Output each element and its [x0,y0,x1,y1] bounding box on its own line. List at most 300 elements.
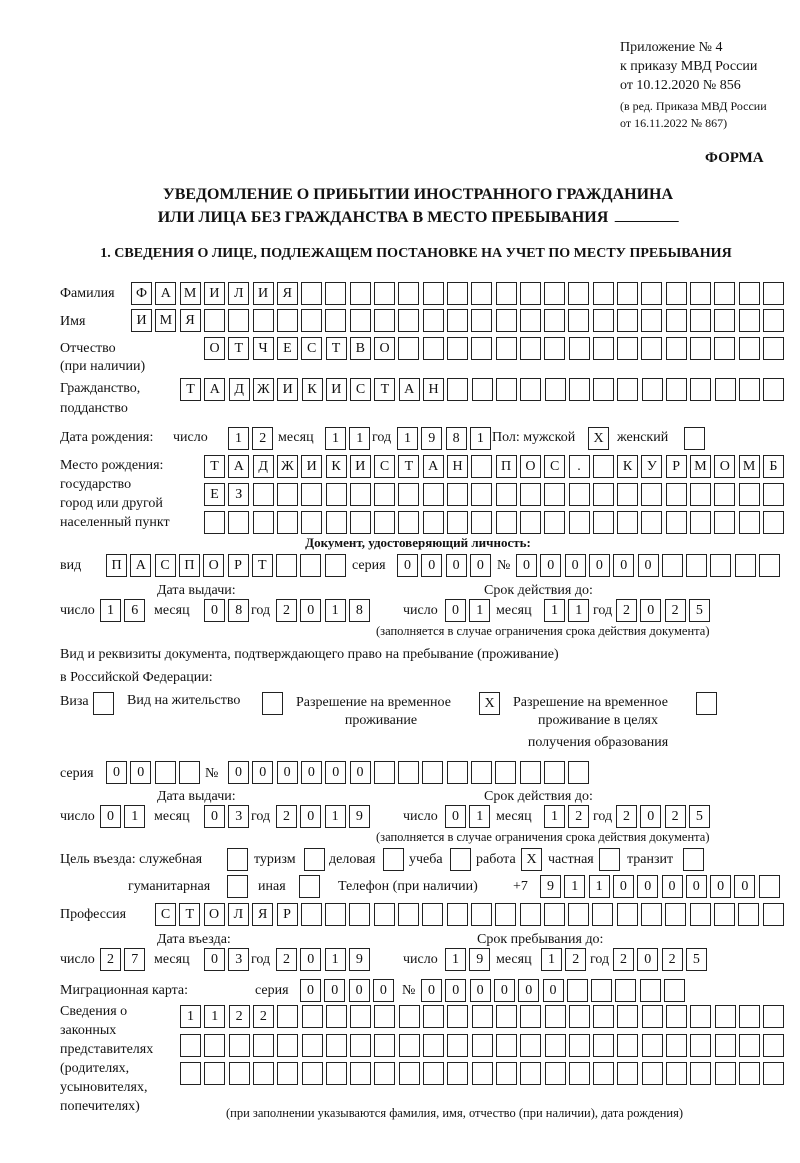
char-cell[interactable] [666,1005,687,1028]
char-cell[interactable] [350,309,371,332]
char-cell[interactable] [326,511,347,534]
char-cell[interactable] [471,483,492,506]
char-cell[interactable]: 2 [568,805,589,828]
char-cell[interactable] [592,903,613,926]
checkbox-cell[interactable] [450,848,471,871]
char-cell[interactable] [496,337,517,360]
char-cell[interactable]: Т [326,337,347,360]
char-cell[interactable]: 8 [228,599,249,622]
char-cell[interactable]: 2 [565,948,586,971]
char-cell[interactable]: 0 [543,979,564,1002]
id-doc-series-field[interactable] [397,554,494,576]
stay-day-field[interactable] [445,948,494,970]
char-cell[interactable]: 1 [544,599,565,622]
char-cell[interactable]: Т [374,378,395,401]
char-cell[interactable]: Т [398,455,419,478]
char-cell[interactable] [301,282,322,305]
char-cell[interactable] [398,309,419,332]
char-cell[interactable] [666,282,687,305]
purpose-private-checkbox[interactable] [599,848,623,870]
char-cell[interactable]: 8 [349,599,370,622]
char-cell[interactable] [447,511,468,534]
char-cell[interactable]: 1 [325,427,346,450]
char-cell[interactable]: 6 [124,599,145,622]
char-cell[interactable] [495,903,516,926]
char-cell[interactable] [739,1062,760,1085]
res-issue-day-field[interactable] [100,805,149,827]
char-cell[interactable] [447,1062,468,1085]
id-issue-month-field[interactable] [204,599,253,621]
char-cell[interactable] [593,378,614,401]
char-cell[interactable]: 1 [589,875,610,898]
char-cell[interactable] [544,282,565,305]
char-cell[interactable]: И [204,282,225,305]
char-cell[interactable] [665,903,686,926]
char-cell[interactable] [277,309,298,332]
char-cell[interactable] [690,1034,711,1057]
char-cell[interactable]: 2 [229,1005,250,1028]
char-cell[interactable]: К [302,378,323,401]
char-cell[interactable] [617,378,638,401]
res-issue-month-field[interactable] [204,805,253,827]
char-cell[interactable] [229,1034,250,1057]
char-cell[interactable] [471,309,492,332]
char-cell[interactable] [735,554,756,577]
representatives-field-2[interactable] [180,1034,788,1056]
char-cell[interactable] [374,309,395,332]
checkbox-cell[interactable] [262,692,283,715]
char-cell[interactable] [398,282,419,305]
birthplace-field-2[interactable] [204,483,787,505]
char-cell[interactable] [568,309,589,332]
char-cell[interactable]: 2 [662,948,683,971]
char-cell[interactable]: 0 [637,948,658,971]
checkbox-cell[interactable] [599,848,620,871]
char-cell[interactable] [520,282,541,305]
char-cell[interactable] [399,1005,420,1028]
char-cell[interactable] [447,378,468,401]
char-cell[interactable] [569,378,590,401]
char-cell[interactable]: 0 [228,761,249,784]
char-cell[interactable] [686,554,707,577]
char-cell[interactable] [204,309,225,332]
entry-month-field[interactable] [204,948,253,970]
char-cell[interactable] [301,309,322,332]
char-cell[interactable] [520,337,541,360]
char-cell[interactable]: Е [277,337,298,360]
char-cell[interactable] [569,511,590,534]
char-cell[interactable] [471,282,492,305]
char-cell[interactable] [398,761,419,784]
char-cell[interactable] [641,903,662,926]
char-cell[interactable]: С [155,554,176,577]
char-cell[interactable]: 0 [130,761,151,784]
place-blank[interactable] [614,207,678,222]
surname-field[interactable] [131,282,787,304]
char-cell[interactable] [739,337,760,360]
id-doc-type-field[interactable] [106,554,349,576]
char-cell[interactable] [593,1005,614,1028]
char-cell[interactable] [617,483,638,506]
char-cell[interactable]: П [496,455,517,478]
char-cell[interactable] [398,337,419,360]
char-cell[interactable]: 2 [616,599,637,622]
id-doc-number-field[interactable] [516,554,783,576]
char-cell[interactable]: 0 [540,554,561,577]
char-cell[interactable]: О [204,903,225,926]
char-cell[interactable] [617,337,638,360]
char-cell[interactable] [520,1005,541,1028]
birthplace-field-1[interactable] [204,455,787,477]
rvp-edu-checkbox[interactable] [696,692,720,714]
char-cell[interactable]: Я [277,282,298,305]
char-cell[interactable]: 9 [540,875,561,898]
char-cell[interactable] [179,761,200,784]
char-cell[interactable] [738,903,759,926]
char-cell[interactable]: З [228,483,249,506]
char-cell[interactable] [253,483,274,506]
purpose-work-checkbox[interactable] [521,848,545,870]
char-cell[interactable] [447,761,468,784]
char-cell[interactable] [325,903,346,926]
char-cell[interactable]: 0 [494,979,515,1002]
char-cell[interactable] [642,1034,663,1057]
char-cell[interactable] [642,1005,663,1028]
purpose-business-checkbox[interactable] [383,848,407,870]
char-cell[interactable]: О [520,455,541,478]
char-cell[interactable] [715,1034,736,1057]
char-cell[interactable] [374,903,395,926]
char-cell[interactable]: 0 [204,805,225,828]
char-cell[interactable] [569,1034,590,1057]
char-cell[interactable]: О [204,337,225,360]
representatives-field-1[interactable] [180,1005,788,1027]
checkbox-cell[interactable] [696,692,717,715]
char-cell[interactable] [350,1005,371,1028]
char-cell[interactable] [666,309,687,332]
char-cell[interactable] [568,761,589,784]
char-cell[interactable] [666,483,687,506]
char-cell[interactable] [739,1034,760,1057]
char-cell[interactable]: А [423,455,444,478]
name-field[interactable] [131,309,787,331]
res-doc-number-field[interactable] [228,761,593,783]
char-cell[interactable]: 0 [638,554,659,577]
char-cell[interactable] [666,511,687,534]
birth-year-field[interactable] [397,427,494,449]
char-cell[interactable]: 1 [469,599,490,622]
checkbox-cell[interactable] [684,427,705,450]
char-cell[interactable] [349,903,370,926]
char-cell[interactable]: А [204,378,225,401]
char-cell[interactable] [228,511,249,534]
char-cell[interactable] [763,309,784,332]
char-cell[interactable] [763,337,784,360]
purpose-other-checkbox[interactable] [299,875,323,897]
char-cell[interactable] [472,1005,493,1028]
char-cell[interactable] [591,979,612,1002]
char-cell[interactable] [447,483,468,506]
char-cell[interactable]: 1 [568,599,589,622]
char-cell[interactable]: 0 [640,805,661,828]
char-cell[interactable] [423,483,444,506]
char-cell[interactable] [763,511,784,534]
char-cell[interactable] [472,1062,493,1085]
char-cell[interactable]: 0 [300,599,321,622]
char-cell[interactable] [739,483,760,506]
migration-series-field[interactable] [300,979,397,1001]
char-cell[interactable] [350,1062,371,1085]
char-cell[interactable]: И [253,282,274,305]
checkbox-cell[interactable]: X [479,692,500,715]
id-expiry-month-field[interactable] [544,599,593,621]
char-cell[interactable] [739,511,760,534]
char-cell[interactable] [759,554,780,577]
char-cell[interactable]: 0 [252,761,273,784]
char-cell[interactable]: 1 [228,427,249,450]
char-cell[interactable] [301,903,322,926]
char-cell[interactable] [496,511,517,534]
char-cell[interactable]: 8 [446,427,467,450]
char-cell[interactable] [277,511,298,534]
char-cell[interactable] [641,511,662,534]
char-cell[interactable] [710,554,731,577]
char-cell[interactable] [641,337,662,360]
char-cell[interactable] [520,1062,541,1085]
char-cell[interactable]: . [569,455,590,478]
char-cell[interactable]: 2 [665,805,686,828]
char-cell[interactable]: 1 [470,427,491,450]
char-cell[interactable] [763,1062,784,1085]
char-cell[interactable] [739,282,760,305]
char-cell[interactable] [544,309,565,332]
char-cell[interactable]: К [617,455,638,478]
char-cell[interactable] [350,483,371,506]
char-cell[interactable] [204,1034,225,1057]
char-cell[interactable]: Д [253,455,274,478]
char-cell[interactable]: А [399,378,420,401]
char-cell[interactable] [180,1034,201,1057]
char-cell[interactable] [593,1062,614,1085]
char-cell[interactable] [471,903,492,926]
res-expiry-year-field[interactable] [616,805,713,827]
char-cell[interactable]: 0 [565,554,586,577]
char-cell[interactable]: 0 [445,979,466,1002]
char-cell[interactable]: О [714,455,735,478]
char-cell[interactable] [569,1005,590,1028]
char-cell[interactable] [423,1005,444,1028]
profession-field[interactable] [155,903,787,925]
char-cell[interactable]: 2 [276,599,297,622]
char-cell[interactable] [472,1034,493,1057]
checkbox-cell[interactable] [299,875,320,898]
char-cell[interactable]: 0 [640,599,661,622]
char-cell[interactable] [739,309,760,332]
char-cell[interactable] [763,483,784,506]
char-cell[interactable] [301,511,322,534]
char-cell[interactable] [277,1034,298,1057]
char-cell[interactable] [229,1062,250,1085]
char-cell[interactable] [690,483,711,506]
char-cell[interactable] [302,1062,323,1085]
char-cell[interactable]: И [131,309,152,332]
char-cell[interactable] [520,309,541,332]
char-cell[interactable] [495,761,516,784]
char-cell[interactable] [399,1034,420,1057]
char-cell[interactable]: И [301,455,322,478]
char-cell[interactable] [545,378,566,401]
char-cell[interactable] [690,378,711,401]
char-cell[interactable]: 0 [445,599,466,622]
char-cell[interactable]: 2 [253,1005,274,1028]
char-cell[interactable] [763,1005,784,1028]
char-cell[interactable] [447,309,468,332]
char-cell[interactable]: О [374,337,395,360]
id-issue-year-field[interactable] [276,599,373,621]
char-cell[interactable]: Р [277,903,298,926]
char-cell[interactable] [399,1062,420,1085]
char-cell[interactable] [253,309,274,332]
char-cell[interactable]: 1 [325,599,346,622]
char-cell[interactable] [155,761,176,784]
checkbox-cell[interactable]: X [521,848,542,871]
char-cell[interactable] [398,483,419,506]
char-cell[interactable]: 0 [637,875,658,898]
checkbox-cell[interactable] [304,848,325,871]
char-cell[interactable] [253,1034,274,1057]
char-cell[interactable]: А [130,554,151,577]
char-cell[interactable] [180,1062,201,1085]
checkbox-cell[interactable]: X [588,427,609,450]
char-cell[interactable] [398,903,419,926]
char-cell[interactable] [666,1062,687,1085]
purpose-humanitarian-checkbox[interactable] [227,875,251,897]
char-cell[interactable] [374,1034,395,1057]
char-cell[interactable] [350,511,371,534]
char-cell[interactable]: Т [252,554,273,577]
char-cell[interactable]: С [301,337,322,360]
char-cell[interactable] [325,309,346,332]
char-cell[interactable]: М [690,455,711,478]
char-cell[interactable] [326,483,347,506]
char-cell[interactable] [447,903,468,926]
char-cell[interactable] [664,979,685,1002]
char-cell[interactable] [544,337,565,360]
stay-year-field[interactable] [613,948,710,970]
char-cell[interactable] [568,903,589,926]
char-cell[interactable] [545,1005,566,1028]
char-cell[interactable]: 1 [397,427,418,450]
char-cell[interactable]: И [326,378,347,401]
char-cell[interactable]: 0 [106,761,127,784]
char-cell[interactable] [666,378,687,401]
char-cell[interactable]: 0 [518,979,539,1002]
char-cell[interactable] [374,282,395,305]
char-cell[interactable] [520,761,541,784]
char-cell[interactable] [423,309,444,332]
char-cell[interactable] [374,483,395,506]
char-cell[interactable]: Л [228,903,249,926]
char-cell[interactable] [398,511,419,534]
char-cell[interactable]: 0 [613,554,634,577]
char-cell[interactable]: 0 [662,875,683,898]
rvp-checkbox[interactable] [479,692,503,714]
char-cell[interactable]: 1 [180,1005,201,1028]
checkbox-cell[interactable] [683,848,704,871]
char-cell[interactable] [520,1034,541,1057]
char-cell[interactable]: 0 [470,979,491,1002]
char-cell[interactable]: 0 [277,761,298,784]
char-cell[interactable]: С [374,455,395,478]
char-cell[interactable] [447,337,468,360]
char-cell[interactable]: 2 [616,805,637,828]
char-cell[interactable]: 5 [686,948,707,971]
char-cell[interactable] [544,903,565,926]
char-cell[interactable] [471,511,492,534]
char-cell[interactable] [642,378,663,401]
char-cell[interactable] [617,511,638,534]
char-cell[interactable]: 1 [541,948,562,971]
char-cell[interactable]: 3 [228,805,249,828]
char-cell[interactable]: 9 [349,805,370,828]
char-cell[interactable] [496,1062,517,1085]
char-cell[interactable] [326,1005,347,1028]
char-cell[interactable] [690,337,711,360]
char-cell[interactable] [277,483,298,506]
char-cell[interactable] [714,483,735,506]
char-cell[interactable] [690,309,711,332]
char-cell[interactable]: 0 [204,948,225,971]
char-cell[interactable] [617,282,638,305]
char-cell[interactable] [520,483,541,506]
char-cell[interactable] [228,309,249,332]
char-cell[interactable] [276,554,297,577]
char-cell[interactable] [447,1034,468,1057]
representatives-field-3[interactable] [180,1062,788,1084]
char-cell[interactable]: 0 [734,875,755,898]
char-cell[interactable] [496,483,517,506]
char-cell[interactable]: М [739,455,760,478]
char-cell[interactable]: 0 [204,599,225,622]
char-cell[interactable] [301,483,322,506]
char-cell[interactable] [326,1034,347,1057]
char-cell[interactable]: 0 [373,979,394,1002]
char-cell[interactable] [204,1062,225,1085]
char-cell[interactable] [204,511,225,534]
char-cell[interactable] [544,761,565,784]
char-cell[interactable]: М [180,282,201,305]
char-cell[interactable] [593,483,614,506]
char-cell[interactable] [714,903,735,926]
char-cell[interactable]: 0 [516,554,537,577]
char-cell[interactable]: 0 [397,554,418,577]
char-cell[interactable]: 1 [544,805,565,828]
checkbox-cell[interactable] [383,848,404,871]
char-cell[interactable]: 0 [300,948,321,971]
char-cell[interactable]: М [155,309,176,332]
char-cell[interactable] [496,309,517,332]
char-cell[interactable]: 7 [124,948,145,971]
char-cell[interactable] [447,282,468,305]
char-cell[interactable]: 1 [325,805,346,828]
char-cell[interactable]: П [179,554,200,577]
char-cell[interactable] [277,1062,298,1085]
char-cell[interactable]: 0 [421,554,442,577]
char-cell[interactable]: К [326,455,347,478]
char-cell[interactable]: Б [763,455,784,478]
char-cell[interactable] [739,378,760,401]
char-cell[interactable]: 0 [686,875,707,898]
